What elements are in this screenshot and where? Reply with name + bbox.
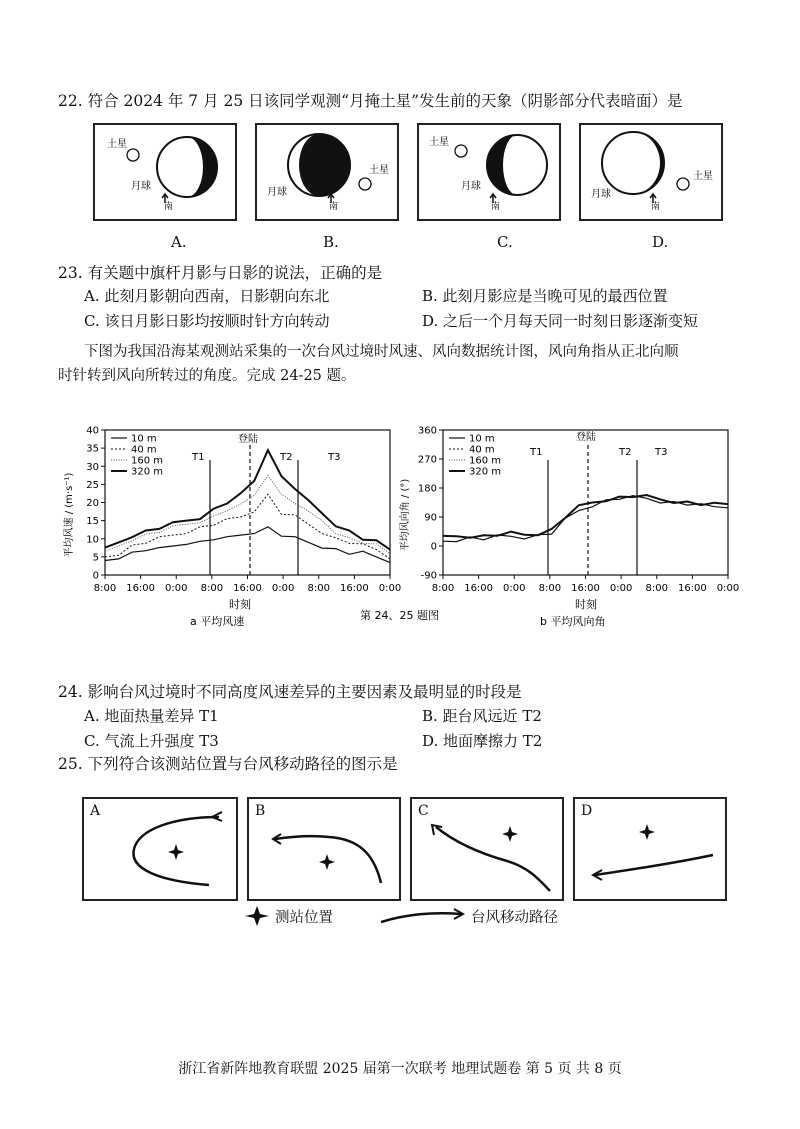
q24-option-c[interactable]: C. 气流上升强度 T3 xyxy=(84,732,219,750)
chart-b-xlabel: 时刻 xyxy=(575,598,597,611)
typhoon-path xyxy=(436,827,550,891)
south-label: 南 xyxy=(491,202,501,212)
y-tick-label: 35 xyxy=(86,443,99,455)
intro-line-1: 下图为我国沿海某观测站采集的一次台风过境时风速、风向数据统计图，风向角指从正北向顺 xyxy=(84,344,679,360)
legend-label: 160 m xyxy=(131,455,164,467)
q23-stem: 23. 有关题中旗杆月影与日影的说法，正确的是 xyxy=(58,264,383,282)
legend-label: 10 m xyxy=(131,433,157,445)
legend-label: 160 m xyxy=(469,455,502,467)
y-tick-label: 0 xyxy=(430,541,437,553)
x-tick-label: 8:00 xyxy=(538,583,562,594)
moon-label: 月球 xyxy=(461,181,481,192)
x-tick-label: 8:00 xyxy=(200,583,224,594)
q25-stem: 25. 下列符合该测站位置与台风移动路径的图示是 xyxy=(58,755,398,773)
station-star-icon xyxy=(168,844,184,860)
wind-speed-chart xyxy=(62,426,401,612)
series-line-10m xyxy=(105,527,390,563)
y-tick-label: 0 xyxy=(92,570,99,582)
chart-a-t2-label: T2 xyxy=(280,452,293,463)
south-label: 南 xyxy=(164,202,174,212)
saturn-icon xyxy=(127,149,139,161)
chart-a-t1-label: T1 xyxy=(192,452,205,463)
y-tick-label: -90 xyxy=(420,570,437,582)
figure-24-25 xyxy=(0,420,800,670)
q25-option-b-figure[interactable] xyxy=(247,797,401,901)
x-tick-label: 8:00 xyxy=(93,583,117,594)
station-star-icon xyxy=(319,854,335,870)
moon-label: 月球 xyxy=(267,187,287,198)
q22-option-d[interactable]: D. xyxy=(652,233,669,251)
legend-station-label: 测站位置 xyxy=(275,910,333,926)
y-tick-label: 25 xyxy=(86,479,99,491)
q25-option-d-figure[interactable] xyxy=(573,797,727,901)
q23-option-d[interactable]: D. 之后一个月每天同一时刻日影逐渐变短 xyxy=(422,312,699,330)
q25-option-c: C xyxy=(418,803,429,819)
x-tick-label: 16:00 xyxy=(464,583,494,594)
q25-option-a: A xyxy=(90,803,101,819)
chart-b-t3-label: T3 xyxy=(655,447,668,458)
moon-label: 月球 xyxy=(591,189,611,200)
saturn-label: 土星 xyxy=(693,171,713,182)
chart-b-ylabel: 平均风向角 / (°) xyxy=(400,478,411,552)
intro-line-2: 时针转到风向所转过的角度。完成 24-25 题。 xyxy=(58,368,356,384)
saturn-label: 土星 xyxy=(369,165,389,176)
moon-label: 月球 xyxy=(131,181,151,192)
q23-option-b[interactable]: B. 此刻月影应是当晚可见的最西位置 xyxy=(422,287,668,305)
x-tick-label: 0:00 xyxy=(165,583,188,594)
q25-option-a-figure[interactable] xyxy=(82,797,238,901)
chart-b-landfall-label: 登陆 xyxy=(576,432,596,443)
y-tick-label: 360 xyxy=(417,425,437,437)
legend-label: 40 m xyxy=(131,444,157,456)
q24-option-d[interactable]: D. 地面摩擦力 T2 xyxy=(422,732,543,750)
y-tick-label: 40 xyxy=(86,425,99,437)
chart-a-caption: a 平均风速 xyxy=(190,615,245,628)
south-label: 南 xyxy=(329,202,339,212)
station-star-icon xyxy=(245,906,269,926)
y-tick-label: 15 xyxy=(86,516,99,528)
y-tick-label: 270 xyxy=(417,454,437,466)
x-tick-label: 16:00 xyxy=(233,583,262,594)
saturn-label: 土星 xyxy=(429,137,449,148)
q25-option-c-figure[interactable] xyxy=(410,797,564,901)
q22-option-d-figure xyxy=(579,123,723,221)
chart-b-t2-label: T2 xyxy=(619,447,632,458)
saturn-icon xyxy=(455,145,467,157)
figure-caption: 第 24、25 题图 xyxy=(360,609,439,622)
x-tick-label: 0:00 xyxy=(271,583,295,594)
x-tick-label: 16:00 xyxy=(677,583,707,594)
chart-a-t3-label: T3 xyxy=(328,452,341,463)
q22-option-a[interactable]: A. xyxy=(171,233,187,251)
south-label: 南 xyxy=(651,202,661,212)
wind-direction-chart xyxy=(398,426,739,612)
legend-label: 10 m xyxy=(469,433,495,445)
q25-legend xyxy=(243,904,763,930)
y-tick-label: 10 xyxy=(86,534,99,546)
saturn-icon xyxy=(677,178,689,190)
chart-a-ylabel: 平均风速 / (m·s⁻¹) xyxy=(64,472,75,558)
legend-label: 40 m xyxy=(469,444,495,456)
q24-option-b[interactable]: B. 距台风远近 T2 xyxy=(422,707,542,725)
series-line-320m xyxy=(443,495,728,538)
y-tick-label: 20 xyxy=(86,498,99,509)
x-tick-label: 8:00 xyxy=(307,583,330,594)
series-line-40m xyxy=(105,494,390,559)
q22-option-a-figure xyxy=(93,123,237,221)
chart-a-landfall-label: 登陆 xyxy=(238,434,258,445)
y-tick-label: 30 xyxy=(86,461,99,473)
legend-label: 320 m xyxy=(131,466,164,478)
legend-label: 320 m xyxy=(469,466,502,478)
q22-option-c-figure xyxy=(417,123,561,221)
q22-option-b-figure xyxy=(255,123,399,221)
page-footer: 浙江省新阵地教育联盟 2025 届第一次联考 地理试题卷 第 5 页 共 8 页 xyxy=(178,1061,622,1077)
x-tick-label: 0:00 xyxy=(503,583,526,594)
q22-option-c[interactable]: C. xyxy=(497,233,513,251)
q23-option-a[interactable]: A. 此刻月影朝向西南，日影朝向东北 xyxy=(84,287,330,305)
x-tick-label: 16:00 xyxy=(339,583,369,594)
x-tick-label: 0:00 xyxy=(716,583,740,594)
chart-a-xlabel: 时刻 xyxy=(229,598,251,611)
saturn-label: 土星 xyxy=(107,139,127,150)
q23-option-c[interactable]: C. 该日月影日影均按顺时针方向转动 xyxy=(84,312,330,330)
typhoon-path xyxy=(595,855,713,875)
x-tick-label: 0:00 xyxy=(609,583,633,594)
q24-option-a[interactable]: A. 地面热量差异 T1 xyxy=(84,707,219,725)
x-tick-label: 8:00 xyxy=(431,583,455,594)
typhoon-path xyxy=(381,913,461,922)
q22-stem: 22. 符合 2024 年 7 月 25 日该同学观测“月掩土星”发生前的天象（阴影部分代表暗面）是 xyxy=(58,92,683,110)
x-tick-label: 0:00 xyxy=(378,583,402,594)
chart-b-t1-label: T1 xyxy=(530,447,543,458)
chart-b-caption: b 平均风向角 xyxy=(540,615,606,628)
q24-stem: 24. 影响台风过境时不同高度风速差异的主要因素及最明显的时段是 xyxy=(58,683,522,701)
station-star-icon xyxy=(502,826,518,842)
x-tick-label: 16:00 xyxy=(571,583,600,594)
x-tick-label: 8:00 xyxy=(645,583,668,594)
x-tick-label: 16:00 xyxy=(126,583,156,594)
saturn-icon xyxy=(359,178,371,190)
q22-option-b[interactable]: B. xyxy=(323,233,339,251)
y-tick-label: 5 xyxy=(92,552,99,564)
q25-option-d: D xyxy=(581,803,593,819)
legend-path-label: 台风移动路径 xyxy=(471,910,558,926)
y-tick-label: 180 xyxy=(417,483,437,495)
station-star-icon xyxy=(639,824,655,840)
q25-option-b: B xyxy=(255,803,266,819)
y-tick-label: 90 xyxy=(424,512,437,524)
